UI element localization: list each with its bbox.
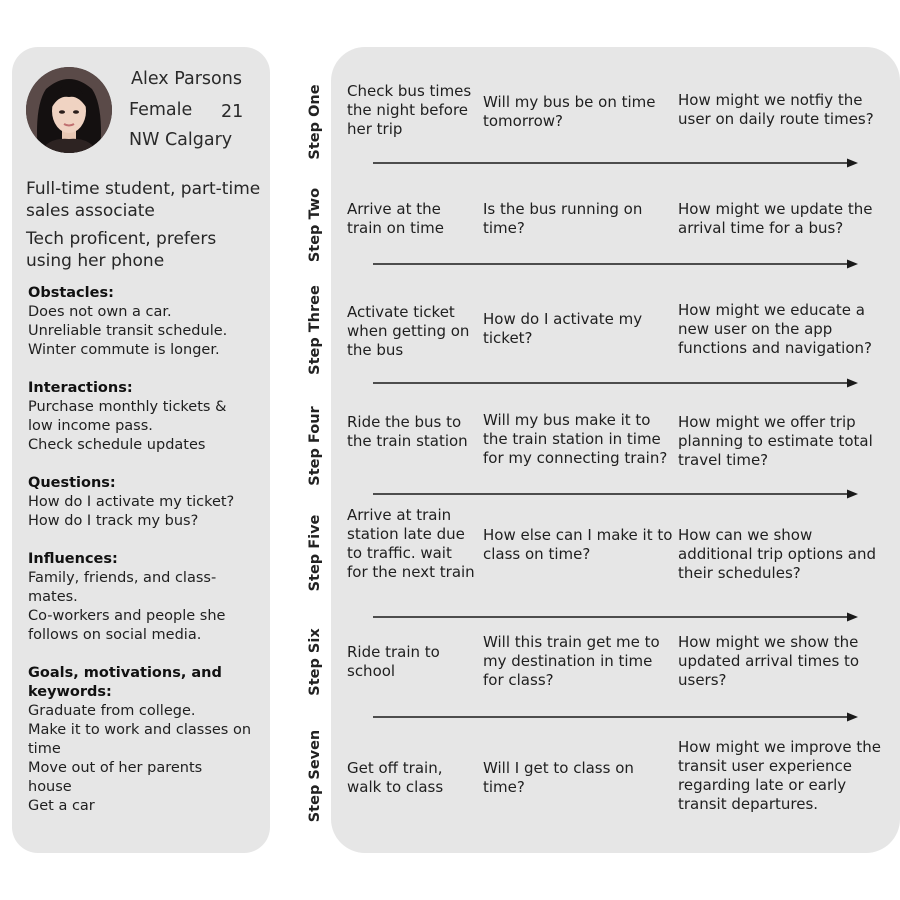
step-label: Step Three (307, 285, 323, 375)
section-line: How do I activate my ticket? (28, 494, 235, 510)
section-line: follows on social media. (28, 627, 202, 643)
step-label: Step One (307, 84, 323, 160)
persona-section (28, 664, 264, 816)
persona-section (28, 550, 264, 645)
avatar (26, 67, 112, 153)
section-line: low income pass. (28, 418, 153, 434)
step-label: Step Seven (307, 729, 323, 823)
section-line: Make it to work and classes on (28, 722, 252, 738)
section-heading: Obstacles: (28, 285, 114, 301)
section-line: Purchase monthly tickets & (28, 399, 227, 415)
step-action: Arrive at train station late due to traffic. wait for the next train (347, 506, 475, 581)
step-arrow (373, 157, 858, 169)
section-line: Check schedule updates (28, 437, 206, 453)
section-line: Graduate from college. (28, 703, 196, 719)
step-label: Step Four (307, 406, 323, 486)
step-arrow (373, 258, 858, 270)
avatar-portrait-icon (26, 67, 112, 153)
step-question: Is the bus running on time? (483, 200, 643, 237)
section-heading: Questions: (28, 475, 116, 491)
step-opportunity: How might we show the updated arrival times to users? (678, 633, 860, 689)
step-action: Get off train, walk to class (347, 759, 444, 796)
persona-age: 21 (221, 102, 244, 122)
section-line: How do I track my bus? (28, 513, 199, 529)
persona-occupation: Full-time student, part-time sales associate (26, 179, 261, 221)
section-line: house (28, 779, 72, 795)
step-opportunity: How might we offer trip planning to estimate total travel time? (678, 413, 873, 469)
step-question: Will my bus make it to the train station in time for my connecting train? (483, 411, 668, 467)
step-question: Will I get to class on time? (483, 759, 634, 796)
section-line: Family, friends, and class- (28, 570, 217, 586)
section-line: Move out of her parents (28, 760, 203, 776)
section-line: Co-workers and people she (28, 608, 226, 624)
section-line: mates. (28, 589, 78, 605)
persona-sections (28, 284, 264, 835)
persona-gender: Female (129, 100, 193, 120)
step-action: Check bus times the night before her trip (347, 82, 472, 138)
section-heading: keywords: (28, 684, 112, 700)
step-label: Step Six (307, 628, 323, 696)
step-action: Activate ticket when getting on the bus (347, 303, 470, 359)
step-opportunity: How might we educate a new user on the app functions and navigation? (678, 301, 872, 357)
step-label: Step Five (307, 514, 323, 592)
step-opportunity: How might we notfiy the user on daily route times? (678, 91, 874, 128)
section-line: Does not own a car. (28, 304, 172, 320)
step-arrow (373, 377, 858, 389)
step-question: How do I activate my ticket? (483, 310, 643, 347)
step-arrow (373, 488, 858, 500)
section-heading: Goals, motivations, and (28, 665, 222, 681)
section-heading: Interactions: (28, 380, 133, 396)
step-opportunity: How might we update the arrival time for a bus? (678, 200, 873, 237)
persona-name: Alex Parsons (131, 69, 242, 89)
step-action: Ride the bus to the train station (347, 413, 468, 450)
step-question: Will my bus be on time tomorrow? (483, 93, 656, 130)
persona-tech-profile: Tech proficent, prefers using her phone (26, 229, 217, 271)
persona-location: NW Calgary (129, 130, 233, 150)
persona-section (28, 284, 264, 360)
step-label: Step Two (307, 187, 323, 263)
step-action: Ride train to school (347, 643, 440, 680)
persona-section (28, 379, 264, 455)
persona-section (28, 474, 264, 531)
step-question: How else can I make it to class on time? (483, 526, 673, 563)
step-question: Will this train get me to my destination in time for class? (483, 633, 660, 689)
section-line: Winter commute is longer. (28, 342, 220, 358)
section-line: Get a car (28, 798, 95, 814)
persona-card (12, 47, 270, 853)
section-heading: Influences: (28, 551, 118, 567)
section-line: time (28, 741, 61, 757)
step-action: Arrive at the train on time (347, 200, 445, 237)
step-arrow (373, 611, 858, 623)
step-opportunity: How can we show additional trip options and their schedules? (678, 526, 877, 582)
step-arrow (373, 711, 858, 723)
step-opportunity: How might we improve the transit user experience regarding late or early transit departures. (678, 738, 882, 813)
section-line: Unreliable transit schedule. (28, 323, 228, 339)
